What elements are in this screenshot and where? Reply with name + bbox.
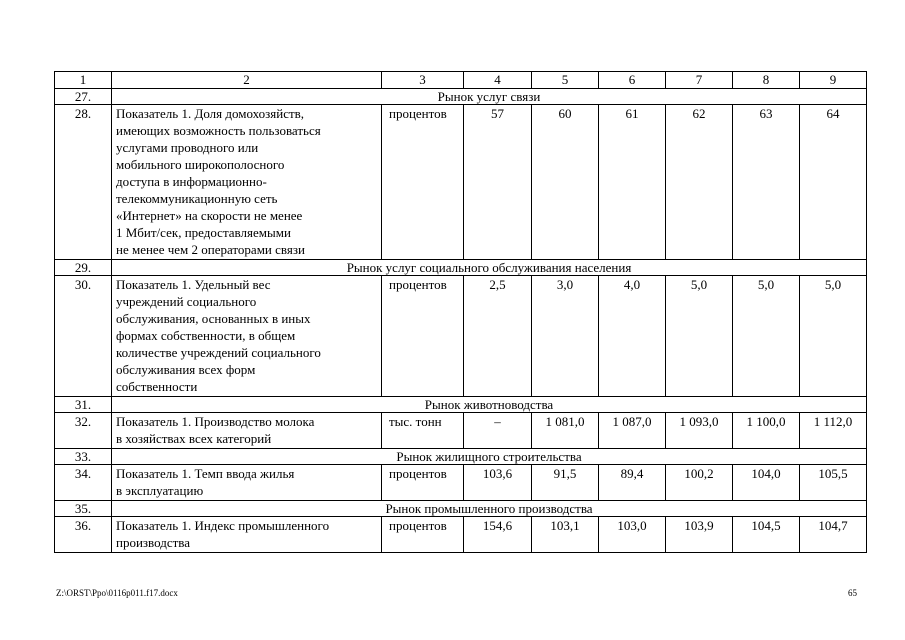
section-title: Рынок услуг связи [112, 89, 867, 105]
column-number-cell: 5 [532, 72, 599, 89]
value-cell: 1 112,0 [800, 413, 867, 449]
section-row [55, 89, 867, 105]
value-cell: 1 100,0 [733, 413, 800, 449]
section-title: Рынок промышленного производства [112, 501, 867, 517]
unit-cell: процентов [382, 276, 464, 397]
footer-file-path: Z:\ORST\Ppo\0116p011.f17.docx [56, 588, 178, 598]
column-number-cell: 7 [666, 72, 733, 89]
section-title: Рынок жилищного строительства [112, 449, 867, 465]
column-number-cell: 4 [464, 72, 532, 89]
indicator-table [54, 71, 867, 553]
value-cell: 104,7 [800, 517, 867, 553]
column-number-cell: 8 [733, 72, 800, 89]
value-cell: 103,1 [532, 517, 599, 553]
indicator-description: Показатель 1. Индекс промышленного производства [112, 517, 382, 553]
value-cell: 89,4 [599, 465, 666, 501]
row-number: 27. [55, 89, 112, 105]
section-row [55, 260, 867, 276]
value-cell: 62 [666, 105, 733, 260]
value-cell: 1 081,0 [532, 413, 599, 449]
value-cell: 5,0 [800, 276, 867, 397]
row-number: 35. [55, 501, 112, 517]
row-number: 31. [55, 397, 112, 413]
row-number: 32. [55, 413, 112, 449]
indicator-row [55, 517, 867, 553]
value-cell: 57 [464, 105, 532, 260]
indicator-description: Показатель 1. Доля домохозяйств, имеющих возможность пользоваться услугами проводного или мобильного широкополосного доступа в информационно- телекоммуникационную сеть «Интернет» на скорости не менее 1 Мбит/сек, предоставляемыми не менее чем 2 операторами связи [112, 105, 382, 260]
row-number: 36. [55, 517, 112, 553]
value-cell: 105,5 [800, 465, 867, 501]
value-cell: 1 087,0 [599, 413, 666, 449]
indicator-description: Показатель 1. Производство молока в хозяйствах всех категорий [112, 413, 382, 449]
section-row [55, 501, 867, 517]
value-cell: 60 [532, 105, 599, 260]
indicator-row [55, 413, 867, 449]
value-cell: 5,0 [733, 276, 800, 397]
value-cell: 5,0 [666, 276, 733, 397]
value-cell: 100,2 [666, 465, 733, 501]
indicator-row [55, 276, 867, 397]
column-number-cell: 9 [800, 72, 867, 89]
value-cell: 4,0 [599, 276, 666, 397]
value-cell: 2,5 [464, 276, 532, 397]
row-number: 33. [55, 449, 112, 465]
value-cell: 104,5 [733, 517, 800, 553]
section-row [55, 449, 867, 465]
value-cell: 61 [599, 105, 666, 260]
value-cell: 103,9 [666, 517, 733, 553]
unit-cell: тыс. тонн [382, 413, 464, 449]
value-cell: 63 [733, 105, 800, 260]
column-number-cell: 2 [112, 72, 382, 89]
row-number: 28. [55, 105, 112, 260]
table-body [55, 72, 867, 553]
unit-cell: процентов [382, 517, 464, 553]
indicator-description: Показатель 1. Темп ввода жилья в эксплуатацию [112, 465, 382, 501]
value-cell: 64 [800, 105, 867, 260]
section-row [55, 397, 867, 413]
page-number: 65 [848, 588, 857, 598]
unit-cell: процентов [382, 105, 464, 260]
value-cell: 91,5 [532, 465, 599, 501]
section-title: Рынок животноводства [112, 397, 867, 413]
row-number: 30. [55, 276, 112, 397]
value-cell: 1 093,0 [666, 413, 733, 449]
row-number: 34. [55, 465, 112, 501]
column-number-cell: 3 [382, 72, 464, 89]
row-number: 29. [55, 260, 112, 276]
column-number-row [55, 72, 867, 89]
value-cell: 103,0 [599, 517, 666, 553]
indicator-row [55, 105, 867, 260]
indicator-description: Показатель 1. Удельный вес учреждений социального обслуживания, основанных в иных формах собственности, в общем количестве учреждений социального обслуживания всех форм собственности [112, 276, 382, 397]
value-cell: 103,6 [464, 465, 532, 501]
column-number-cell: 6 [599, 72, 666, 89]
column-number-cell: 1 [55, 72, 112, 89]
section-title: Рынок услуг социального обслуживания населения [112, 260, 867, 276]
indicator-row [55, 465, 867, 501]
value-cell: 154,6 [464, 517, 532, 553]
value-cell: – [464, 413, 532, 449]
value-cell: 3,0 [532, 276, 599, 397]
value-cell: 104,0 [733, 465, 800, 501]
unit-cell: процентов [382, 465, 464, 501]
